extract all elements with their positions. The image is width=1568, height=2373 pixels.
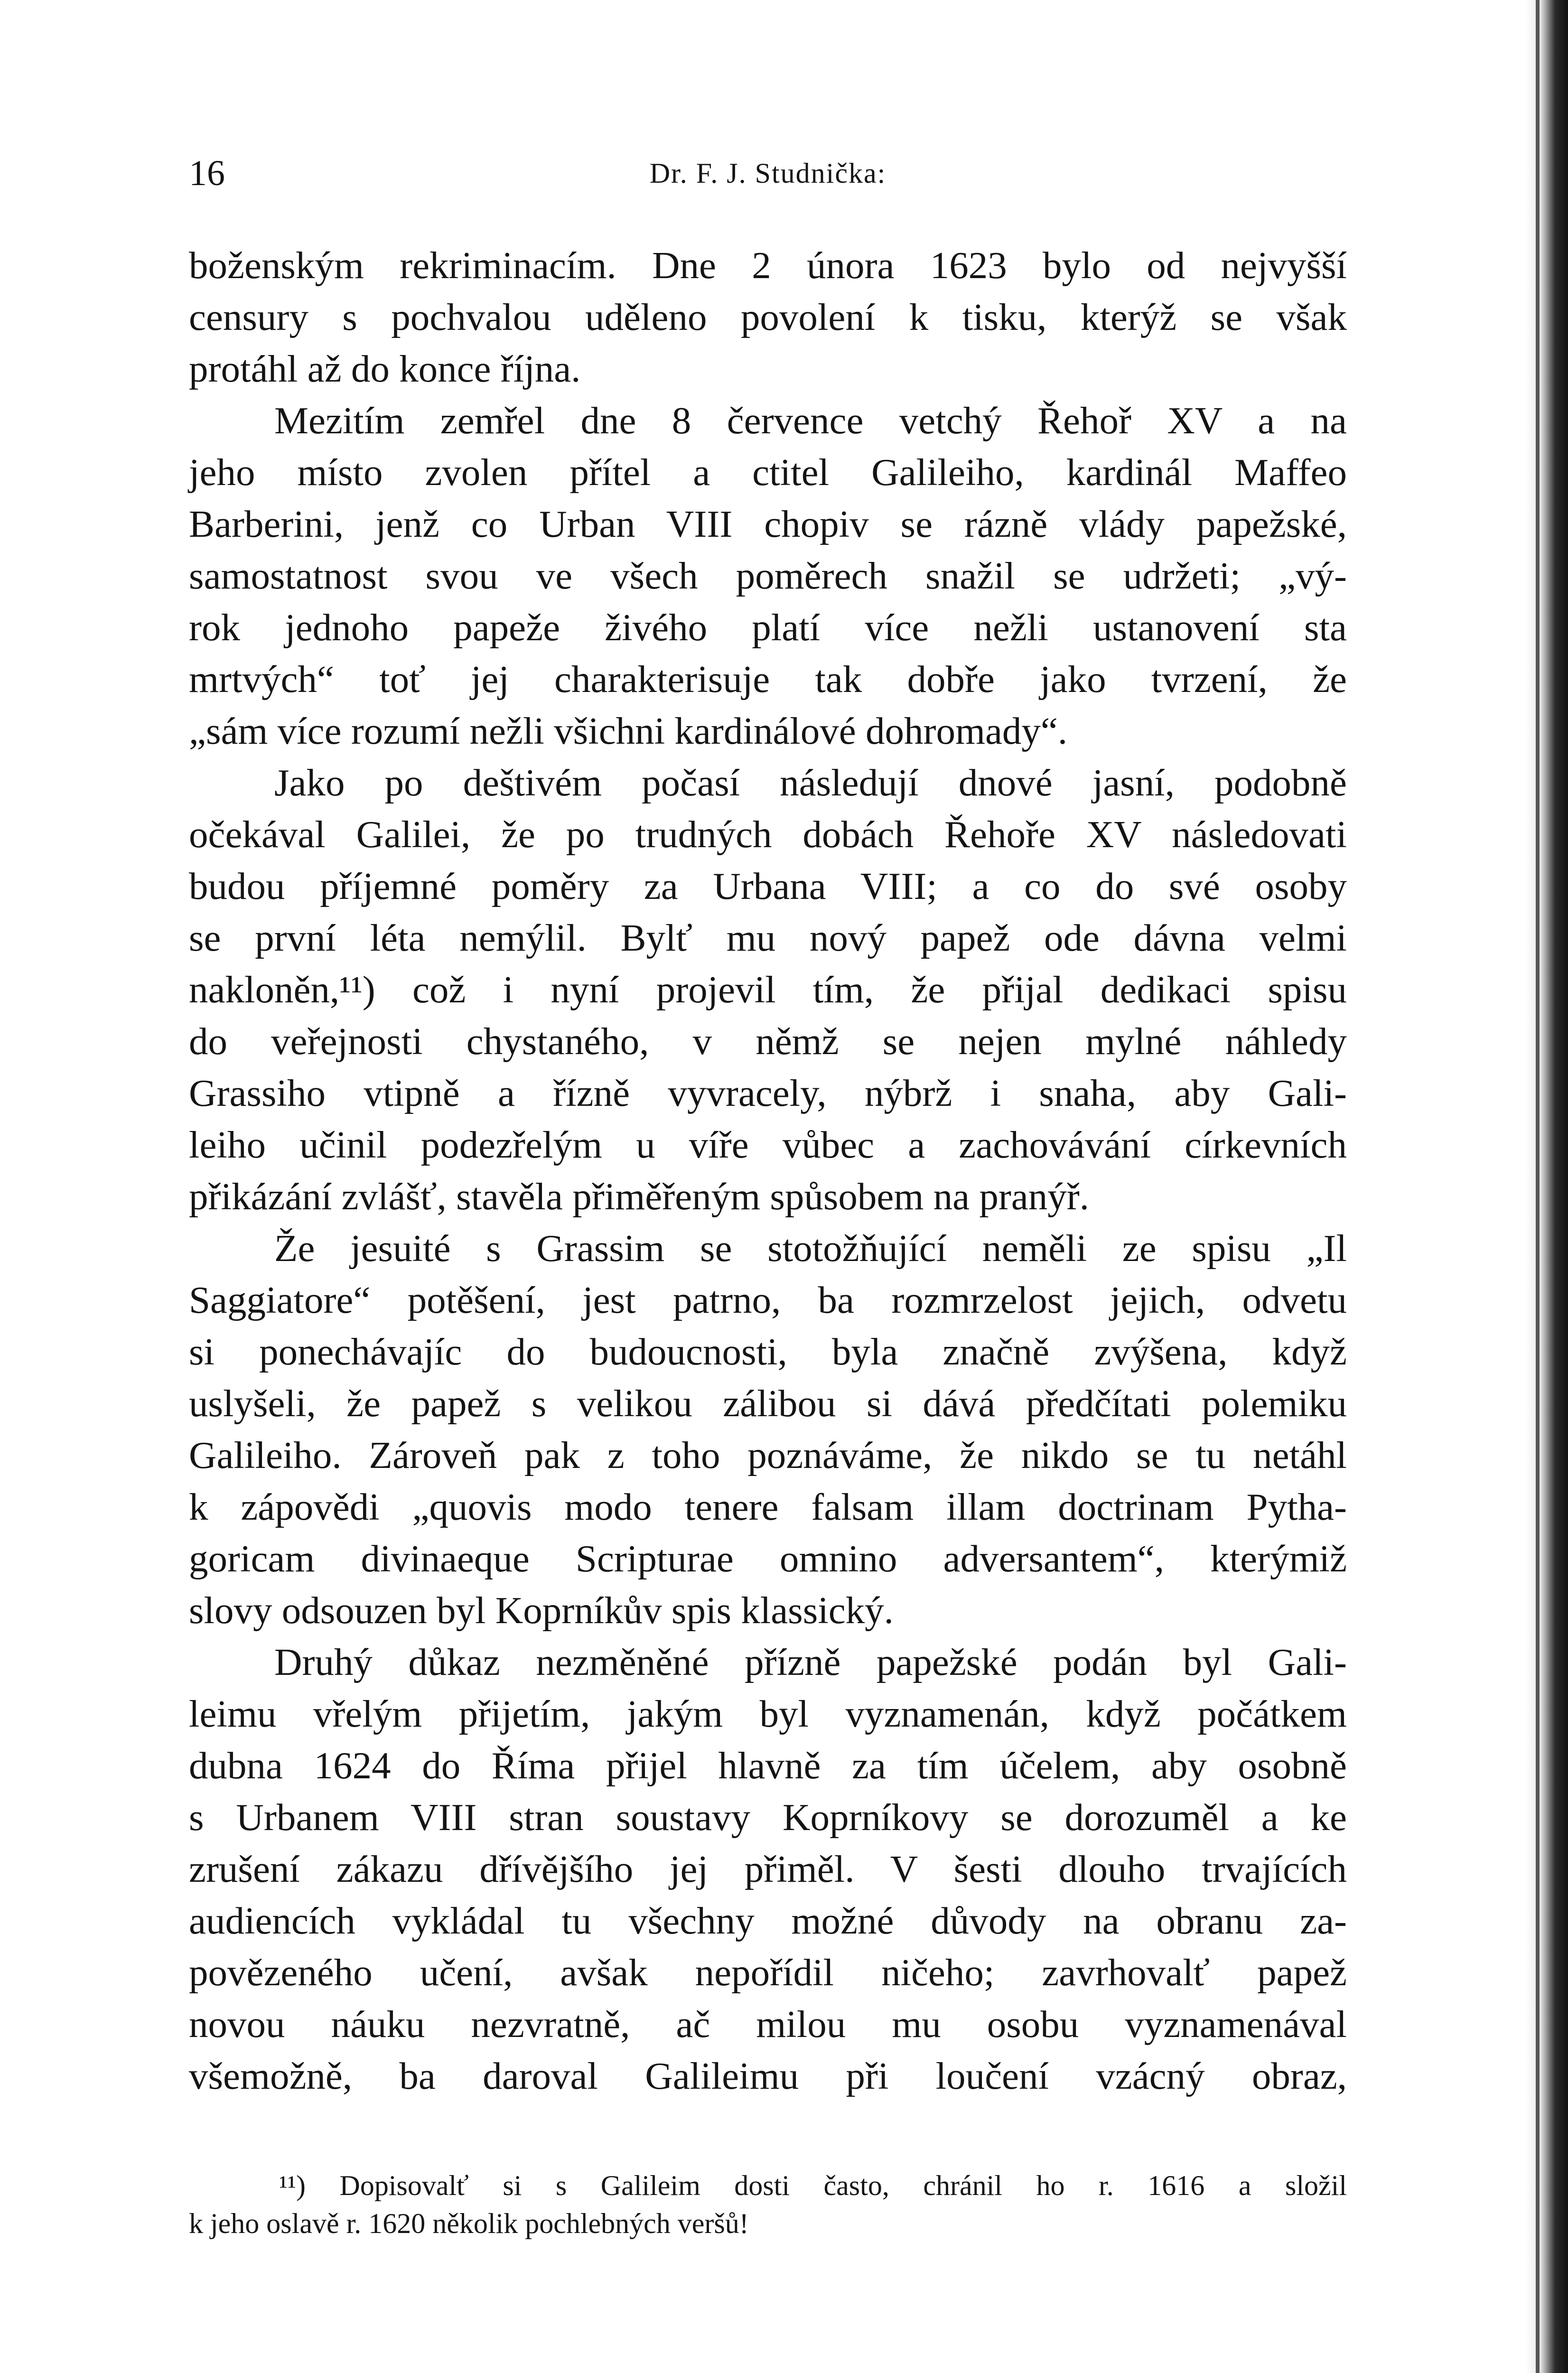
text-line: leiho učinil podezřelým u víře vůbec a zachovávání církevních xyxy=(189,1123,1347,1166)
text-line: censury s pochvalou uděleno povolení k tisku, kterýž se však xyxy=(189,296,1347,338)
text-line: samostatnost svou ve všech poměrech snažil se udržeti; „vý- xyxy=(189,554,1347,597)
text-line: Druhý důkaz nezměněné přízně papežské podán byl Gali- xyxy=(274,1641,1347,1683)
text-line: přikázání zvlášť, stavěla přiměřeným spůsobem na pranýř. xyxy=(189,1175,1089,1218)
text-line: audiencích vykládal tu všechny možné důvody na obranu za- xyxy=(189,1899,1347,1942)
scan-page-edge xyxy=(1525,0,1568,2373)
text-line: „sám více rozumí nežli všichni kardinálové dohromady“. xyxy=(189,710,1068,752)
text-line: všemožně, ba daroval Galileimu při loučení vzácný obraz, xyxy=(189,2055,1347,2097)
text-line: se první léta nemýlil. Bylť mu nový papež ode dávna velmi xyxy=(189,916,1347,959)
text-line: do veřejnosti chystaného, v němž se nejen mylné náhledy xyxy=(189,1020,1347,1063)
text-line: mrtvých“ toť jej charakterisuje tak dobře jako tvrzení, že xyxy=(189,658,1347,701)
text-line: Grassiho vtipně a řízně vyvracely, nýbrž i snaha, aby Gali- xyxy=(189,1072,1347,1114)
text-line: Galileiho. Zároveň pak z toho poznáváme, že nikdo se tu netáhl xyxy=(189,1434,1347,1476)
text-line: jeho místo zvolen přítel a ctitel Galileiho, kardinál Maffeo xyxy=(189,451,1347,494)
text-line: povězeného učení, avšak nepořídil ničeho; zavrhovalť papež xyxy=(189,1951,1347,1994)
text-line: protáhl až do konce října. xyxy=(189,347,581,390)
footnote-line: k jeho oslavě r. 1620 několik pochlebných veršů! xyxy=(189,2208,749,2239)
text-line: rok jednoho papeže živého platí více nežli ustanovení sta xyxy=(189,606,1347,649)
footnote-line: ¹¹) Dopisovalť si s Galileim dosti často, chránil ho r. 1616 a složil xyxy=(279,2170,1347,2201)
text-line: Barberini, jenž co Urban VIII chopiv se rázně vlády papežské, xyxy=(189,503,1347,545)
text-line: s Urbanem VIII stran soustavy Koprníkovy se dorozuměl a ke xyxy=(189,1796,1347,1839)
text-line: slovy odsouzen byl Koprníkův spis klassický. xyxy=(189,1589,894,1632)
text-line: k zápovědi „quovis modo tenere falsam illam doctrinam Pytha- xyxy=(189,1485,1347,1528)
text-line: Jako po deštivém počasí následují dnové jasní, podobně xyxy=(274,761,1347,804)
page-number: 16 xyxy=(189,153,225,193)
text-line: Saggiatore“ potěšení, jest patrno, ba rozmrzelost jejich, odvetu xyxy=(189,1279,1347,1321)
text-line: zrušení zákazu dřívějšího jej přiměl. V šesti dlouho trvajících xyxy=(189,1848,1347,1890)
text-line: nakloněn,¹¹) což i nyní projevil tím, že přijal dedikaci spisu xyxy=(189,968,1347,1011)
body-text xyxy=(189,240,1347,2102)
text-line: novou náuku nezvratně, ač milou mu osobu vyznamenával xyxy=(189,2003,1347,2046)
text-line: Mezitím zemřel dne 8 července vetchý Řehoř XV a na xyxy=(274,399,1347,442)
text-line: uslyšeli, že papež s velikou zálibou si dává předčítati polemiku xyxy=(189,1382,1347,1425)
scan-binding-shadow xyxy=(1536,0,1540,2373)
page-header xyxy=(189,152,1347,195)
footnote xyxy=(189,2167,1347,2242)
text-line: boženským rekriminacím. Dne 2 února 1623 bylo od nejvyšší xyxy=(189,244,1347,287)
text-line: budou příjemné poměry za Urbana VIII; a co do své osoby xyxy=(189,865,1347,907)
text-line: dubna 1624 do Říma přijel hlavně za tím účelem, aby osobně xyxy=(189,1744,1347,1787)
running-head: Dr. F. J. Studnička: xyxy=(649,158,887,189)
text-line: si ponechávajíc do budoucnosti, byla značně zvýšena, když xyxy=(189,1330,1347,1373)
text-line: Že jesuité s Grassim se stotožňující neměli ze spisu „Il xyxy=(274,1227,1347,1270)
text-line: očekával Galilei, že po trudných dobách Řehoře XV následovati xyxy=(189,813,1347,856)
text-line: leimu vřelým přijetím, jakým byl vyznamenán, když počátkem xyxy=(189,1692,1347,1735)
text-line: goricam divinaeque Scripturae omnino adversantem“, kterýmiž xyxy=(189,1537,1347,1580)
